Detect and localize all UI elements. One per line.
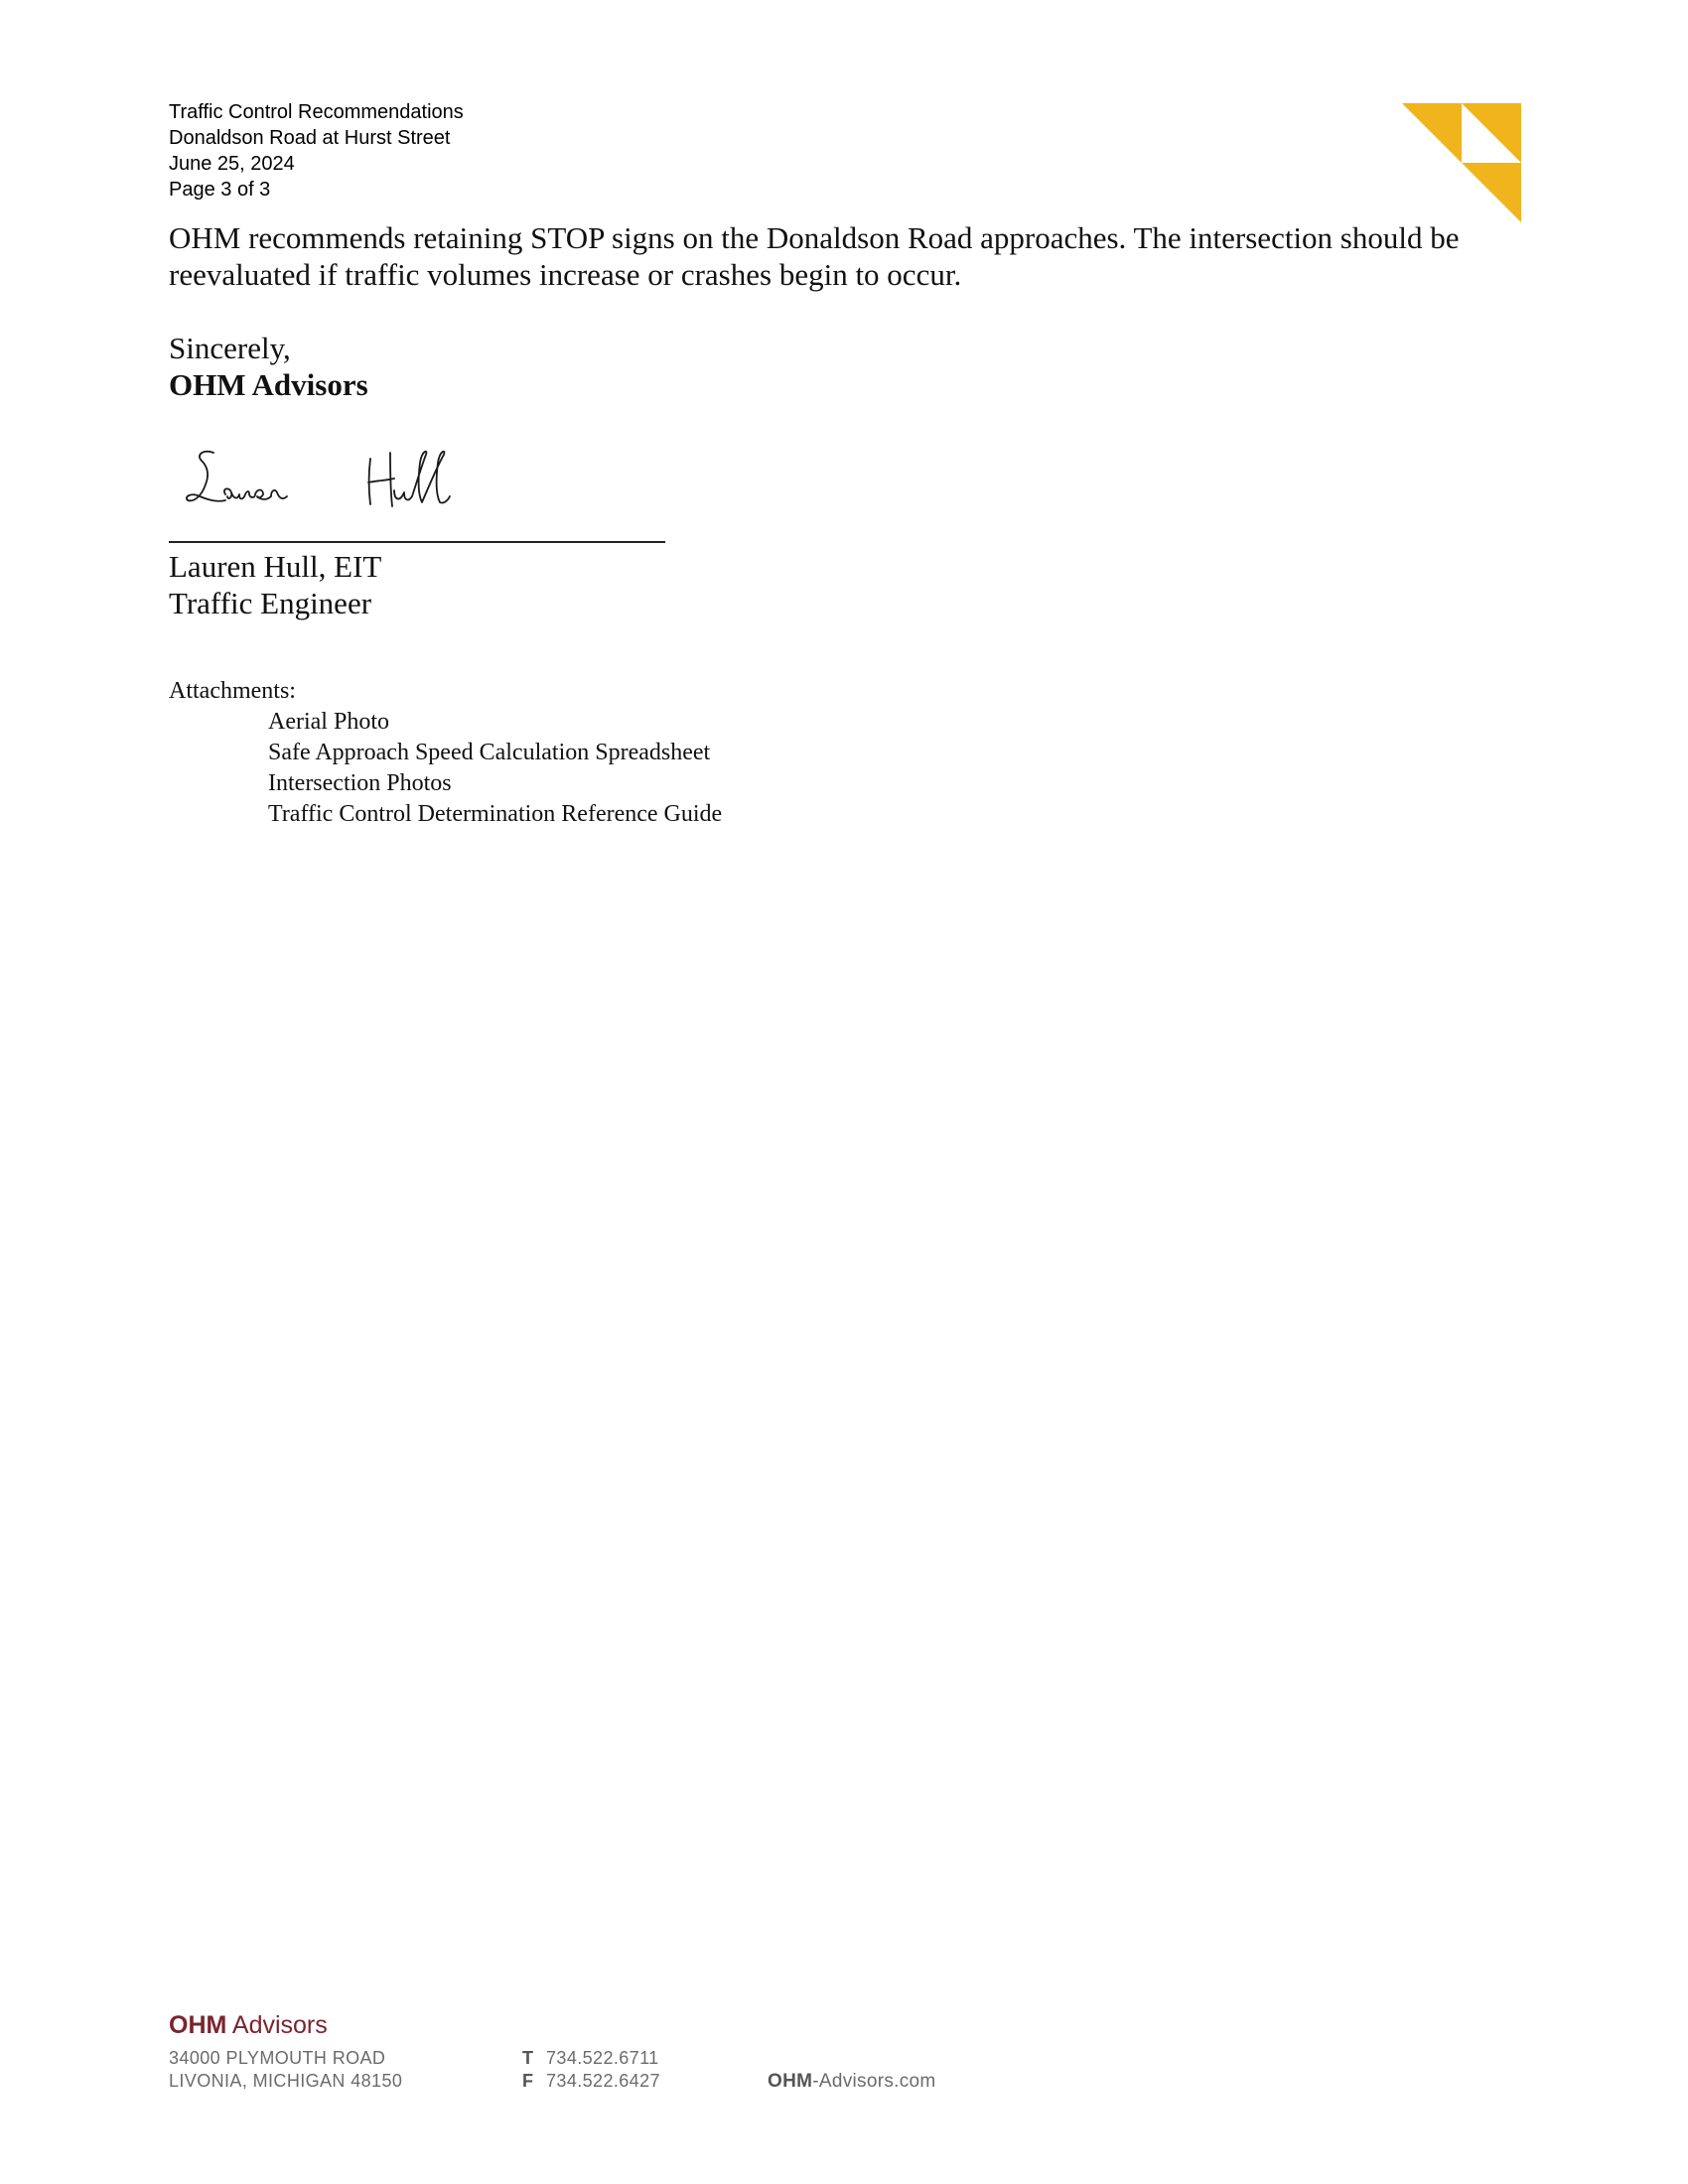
page-footer — [169, 2010, 1062, 2092]
closing-block — [169, 330, 368, 403]
signer-name: Lauren Hull, EIT — [169, 549, 382, 584]
header-location: Donaldson Road at Hurst Street — [169, 127, 451, 149]
footer-fax-label: F — [522, 2071, 534, 2091]
footer-web-bold: OHM — [768, 2071, 813, 2092]
header-page-number: Page 3 of 3 — [169, 179, 271, 201]
footer-brand-rest: Advisors — [226, 2011, 328, 2039]
footer-fax-number: 734.522.6427 — [546, 2071, 660, 2091]
footer-phone-label: T — [522, 2048, 534, 2068]
signer-block — [169, 548, 381, 621]
footer-fax — [522, 2070, 660, 2093]
attachments-list — [169, 707, 722, 830]
footer-phone-number: 734.522.6711 — [546, 2048, 659, 2068]
attachment-item: Aerial Photo — [268, 709, 389, 735]
footer-brand — [169, 2010, 1062, 2040]
attachment-item: Safe Approach Speed Calculation Spreadsheet — [268, 740, 711, 765]
footer-phone — [522, 2047, 660, 2070]
attachments-section — [169, 676, 722, 830]
attachment-item: Traffic Control Determination Reference Guide — [268, 801, 723, 827]
firm-name: OHM Advisors — [169, 367, 368, 402]
header-date: June 25, 2024 — [169, 153, 295, 175]
header-subject: Traffic Control Recommendations — [169, 101, 464, 123]
ohm-logo-mark-icon — [1402, 103, 1521, 222]
footer-contact — [522, 2047, 660, 2093]
footer-brand-bold: OHM — [169, 2011, 227, 2039]
attachment-item: Intersection Photos — [268, 770, 452, 796]
salutation: Sincerely, — [169, 331, 291, 365]
footer-address-city: LIVONIA, MICHIGAN 48150 — [169, 2071, 403, 2091]
signature-image — [184, 445, 462, 514]
footer-website — [768, 2070, 936, 2093]
signature-line — [169, 541, 665, 543]
attachments-label: Attachments: — [169, 678, 296, 704]
footer-address-street: 34000 PLYMOUTH ROAD — [169, 2048, 386, 2068]
signer-title: Traffic Engineer — [169, 586, 372, 620]
page-header — [169, 99, 464, 203]
recommendation-paragraph: OHM recommends retaining STOP signs on the Donaldson Road approaches. The intersection should be reevaluated if traffic volumes increase or crashes begin to occur. — [169, 220, 1460, 292]
footer-web-rest: -Advisors.com — [812, 2071, 936, 2092]
footer-address — [169, 2047, 402, 2093]
